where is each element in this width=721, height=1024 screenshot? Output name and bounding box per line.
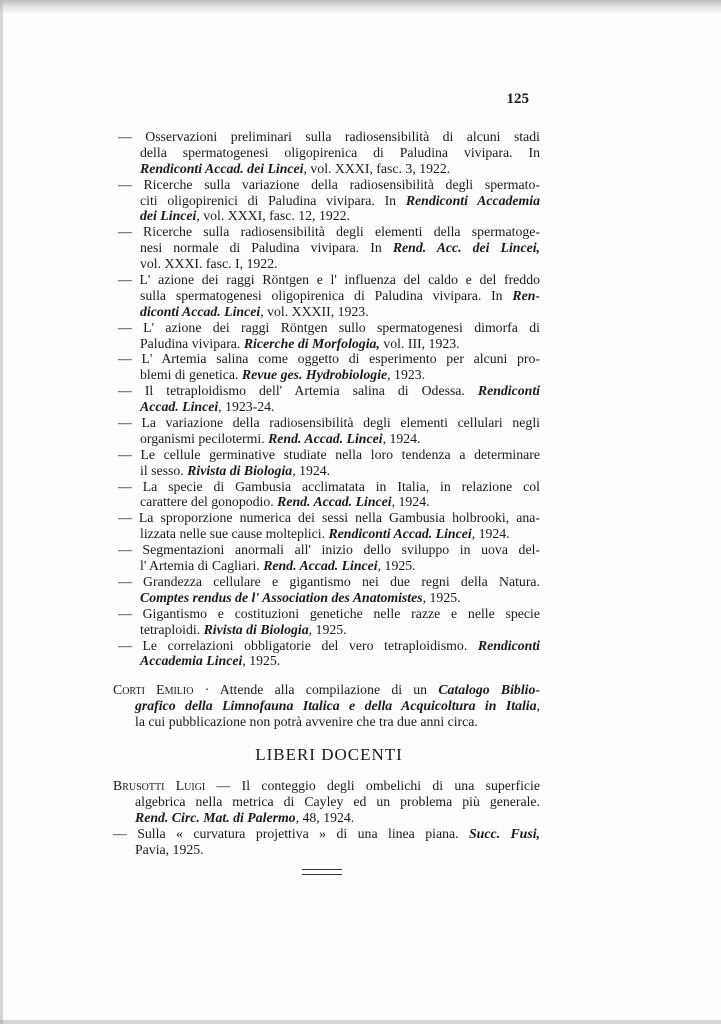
citation-source: Rend. Accad. Lincei [268, 430, 383, 446]
entry-line [118, 494, 540, 510]
citation-source: Catalogo Biblio- [438, 682, 540, 697]
entry-text: — L' azione dei raggi Röntgen e l' influenza del caldo e del freddo [118, 272, 540, 288]
liberi-docenti-list [113, 778, 540, 857]
entry-text: , 48, 1924. [295, 809, 355, 825]
entry-text: , 1925. [308, 621, 347, 637]
entry-text: citi oligopirenici di Paludina vivipara. In [140, 192, 406, 208]
bibliography-entry [118, 479, 540, 511]
entry-text: — Gigantismo e costituzioni genetiche nelle razze e nelle specie [118, 605, 540, 621]
entry-text: · Attende alla compilazione di un [193, 682, 439, 697]
entry-text: organismi pecilotermi. [140, 430, 269, 446]
entry-line [113, 826, 540, 842]
entry-text: carattere del gonopodio. [140, 494, 278, 510]
entry-text: , 1923-24. [218, 399, 275, 415]
corti-emilio-paragraph [113, 682, 540, 730]
entry-text: , [536, 697, 540, 713]
citation-source: Rendiconti Accad. Lincei [328, 526, 472, 542]
entry-text: lizzata nelle sue cause molteplici. [140, 526, 329, 542]
entry-line [113, 698, 540, 714]
bibliography-entry [118, 272, 540, 320]
entry-line [118, 161, 540, 177]
entry-text: , 1925. [422, 589, 461, 605]
entry-text: della spermatogenesi oligopirenica di Paludina vivipara. In [140, 144, 540, 160]
entry-text: , vol. XXXI, fasc. 3, 1922. [303, 160, 451, 176]
scan-edge-bottom [0, 1020, 721, 1024]
entry-line [118, 415, 540, 431]
scan-edge-top [0, 0, 721, 14]
scan-edge-left [0, 0, 3, 1024]
entry-line [118, 606, 540, 622]
citation-source: Succ. Fusi, [469, 825, 540, 841]
citation-source: Ren- [512, 287, 540, 303]
bibliography-entry [118, 447, 540, 479]
citation-source: dei Lincei [140, 208, 197, 224]
entry-line [118, 622, 540, 638]
bibliography-entry [118, 606, 540, 638]
bibliography-entry [118, 320, 540, 352]
entry-text: , 1924. [471, 526, 510, 542]
entry-line [118, 256, 540, 272]
bibliography-entry [118, 574, 540, 606]
entry-line [118, 336, 540, 352]
entry-text: vol. XXXI. fasc. I, 1922. [140, 256, 278, 272]
entry-line [118, 399, 540, 415]
bibliography-entry [113, 778, 540, 826]
entry-text: Paludina vivipara. [140, 335, 244, 351]
entry-text: — L' azione dei raggi Röntgen sullo spermatogenesi dimorfa di [118, 319, 540, 335]
entry-text: — Le correlazioni obbligatorie del vero tetraploidismo. [118, 637, 478, 653]
citation-source: Ricerche di Morfologia, [243, 335, 380, 351]
entry-line [118, 193, 540, 209]
entry-line [118, 479, 540, 495]
entry-line [118, 129, 540, 145]
entry-text: , 1924. [292, 462, 331, 478]
entry-line [118, 177, 540, 193]
entry-line [118, 510, 540, 526]
end-divider [302, 869, 342, 875]
bibliography-entry [118, 129, 540, 177]
entry-line [113, 794, 540, 810]
bibliography-entry [118, 351, 540, 383]
entry-line [118, 447, 540, 463]
entry-line [118, 526, 540, 542]
entry-text: , 1925. [377, 558, 416, 574]
bibliography-entry [118, 542, 540, 574]
page-number: 125 [506, 91, 529, 107]
citation-source: grafico della Limnofauna Italica e della Acquicoltura in Italia [135, 697, 537, 713]
entry-text: — Grandezza cellulare e gigantismo nei due regni della Natura. [118, 573, 540, 589]
entry-text: — Le cellule germinative studiate nella loro tendenza a determinare [118, 446, 540, 462]
entry-text: , 1923. [387, 367, 426, 383]
citation-source: Rendiconti [477, 637, 540, 653]
entry-text: — La variazione della radiosensibilità degli elementi cellulari negli [118, 415, 540, 431]
entry-line [113, 842, 540, 858]
entry-line [118, 145, 540, 161]
bibliography-entry [118, 177, 540, 225]
entry-text: , vol. XXXII, 1923. [260, 303, 369, 319]
bibliography-entry [118, 224, 540, 272]
entry-text: — Ricerche sulla variazione della radiosensibilità degli spermato- [118, 176, 540, 192]
section-heading: LIBERI DOCENTI [255, 745, 403, 764]
entry-line [118, 383, 540, 399]
entry-line [118, 224, 540, 240]
entry-line [118, 558, 540, 574]
entry-text: — Segmentazioni anormali all' inizio dello sviluppo in uova del- [118, 542, 540, 558]
author-name: Brusotti Luigi [113, 778, 206, 793]
citation-source: Rendiconti Accademia [405, 192, 540, 208]
entry-text: — Ricerche sulla radiosensibilità degli elementi della spermatoge- [118, 224, 540, 240]
entry-text: — Il conteggio degli ombelichi di una superficie [205, 778, 540, 793]
bibliography-entry [113, 826, 540, 858]
citation-source: Rend. Circ. Mat. di Palermo [135, 809, 296, 825]
entry-line [113, 682, 540, 698]
citation-source: Rend. Accad. Lincei [263, 558, 378, 574]
bibliography-entry [118, 415, 540, 447]
author-name: Corti Emilio [113, 682, 194, 697]
entry-text: la cui pubblicazione non potrà avvenire che tra due anni circa. [135, 713, 478, 729]
publication-list [118, 129, 540, 669]
citation-source: Rendiconti Accad. dei Lincei [140, 160, 304, 176]
citation-source: Rend. Acc. dei Lincei, [392, 240, 540, 256]
entry-line [118, 574, 540, 590]
entry-text: — Il tetraploidismo dell' Artemia salina di Odessa. [118, 383, 478, 399]
entry-text: — La sproporzione numerica dei sessi nella Gambusia holbrooki, ana- [118, 510, 540, 526]
bibliography-entry [118, 383, 540, 415]
citation-source: Comptes rendus de l' Association des Anatomistes [140, 589, 423, 605]
entry-text: sulla spermatogenesi oligopirenica di Paludina vivipara. In [140, 287, 513, 303]
entry-text: — L' Artemia salina come oggetto di esperimento per alcuni pro- [118, 351, 540, 367]
entry-line [118, 208, 540, 224]
entry-line [118, 272, 540, 288]
entry-line [118, 653, 540, 669]
entry-line [113, 714, 540, 730]
bibliography-entry [118, 638, 540, 670]
entry-line [118, 367, 540, 383]
entry-text: blemi di genetica. [140, 367, 242, 383]
entry-text: , 1925. [242, 653, 281, 669]
entry-line [118, 320, 540, 336]
entry-line [118, 351, 540, 367]
citation-source: Accademia Lincei [140, 653, 243, 669]
entry-line [118, 431, 540, 447]
entry-text: — Sulla « curvatura projettiva » di una linea piana. [113, 825, 469, 841]
entry-line [118, 304, 540, 320]
citation-source: Rendiconti [477, 383, 540, 399]
entry-text: tetraploidi. [140, 621, 204, 637]
entry-text: l' Artemia di Cagliari. [140, 558, 264, 574]
citation-source: Accad. Lincei [140, 399, 219, 415]
entry-text: — La specie di Gambusia acclimatata in Italia, in relazione col [118, 478, 540, 494]
entry-line [113, 810, 540, 826]
entry-text: , vol. XXXI, fasc. 12, 1922. [196, 208, 350, 224]
bibliography-entry [113, 682, 540, 730]
entry-text: il sesso. [140, 462, 188, 478]
citation-source: Rivista di Biologia [203, 621, 309, 637]
entry-line [118, 288, 540, 304]
citation-source: Revue ges. Hydrobiologie [241, 367, 388, 383]
entry-line [118, 542, 540, 558]
entry-text: algebrica nella metrica di Cayley ed un problema più generale. [135, 793, 540, 809]
entry-line [118, 463, 540, 479]
entry-line [118, 590, 540, 606]
entry-text: Pavia, 1925. [135, 841, 204, 857]
bibliography-entry [118, 510, 540, 542]
entry-text: , 1924. [391, 494, 430, 510]
entry-text: , 1924. [382, 430, 421, 446]
entry-text: vol. III, 1923. [379, 335, 460, 351]
citation-source: Rend. Accad. Lincei [277, 494, 392, 510]
entry-line [118, 638, 540, 654]
entry-line [118, 240, 540, 256]
entry-text: nesi normale di Paludina vivipara. In [140, 240, 393, 256]
entry-text: — Osservazioni preliminari sulla radiosensibilità di alcuni stadi [118, 129, 540, 144]
citation-source: Rivista di Biologia [187, 462, 293, 478]
citation-source: diconti Accad. Lincei [140, 303, 261, 319]
entry-line [113, 778, 540, 794]
